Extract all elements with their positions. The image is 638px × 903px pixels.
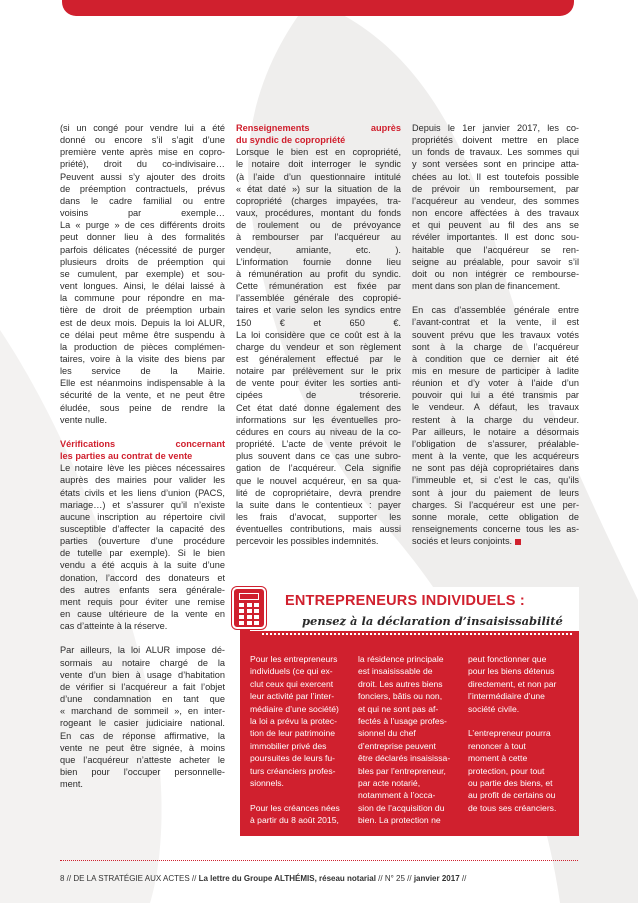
text-line: plus souvent dans ce cas une subro- <box>236 451 401 462</box>
column-2-paragraph-syndic <box>236 146 401 547</box>
text-line: est généralement effectué par le <box>236 353 401 364</box>
text-line: est de deux mois. Depuis la loi ALUR, <box>60 317 225 328</box>
callout-text-line: protection, pour tout <box>468 765 545 776</box>
callout-text-line: turs créanciers profes- <box>250 765 336 776</box>
text-line: Cette rémunération est fixée par <box>236 281 401 292</box>
text-line: (si un congé pour vendre lui a été <box>60 123 225 133</box>
text-line: Peuvent aussi s’y ajouter des droits <box>60 171 225 182</box>
text-line: première vente après mise en copro- <box>60 147 225 158</box>
text-column-2 <box>236 122 401 547</box>
top-red-header-tab <box>62 0 574 16</box>
column-3-paragraph-fonds-travaux <box>412 122 579 292</box>
text-line: à rembourser par l’acquéreur au <box>236 232 401 243</box>
text-line: « état daté ») sur la situation de la <box>236 183 401 194</box>
callout-text-line: bien. La protection ne <box>358 815 441 826</box>
callout-text-line: directement, et non par <box>468 678 557 689</box>
text-line: que l’acquéreur n’atteste acheter le <box>60 754 225 765</box>
text-line: les parties au contrat de vente <box>60 451 193 462</box>
text-line: tière de droit de préemption urbain <box>60 305 225 316</box>
text-line: les service de la Mairie. <box>60 366 225 377</box>
footer-issue-number: // N° 25 // <box>375 874 414 883</box>
callout-text-line: Pour les créances nées <box>250 802 340 813</box>
callout-text-line: la résidence principale <box>358 654 444 664</box>
callout-text-line: pour les biens détenus <box>468 666 555 677</box>
callout-text-line: sionnel du chef <box>358 728 416 739</box>
text-line: mis en mesure de participer à ladite <box>412 365 579 376</box>
callout-text-line: droit. Les autres biens <box>358 678 443 689</box>
text-line: renseignements concerne tous les as- <box>412 524 579 534</box>
text-line: parfois délicates (nécessité de purger <box>60 244 225 255</box>
text-line: rogeant le casier judiciaire national. <box>60 718 225 729</box>
callout-text-line: ou partie des biens, et <box>468 778 553 789</box>
text-line: révéler importantes. Il est donc sou- <box>412 232 579 243</box>
text-line: donné ou encore s’il s’agit d’une <box>60 135 225 146</box>
text-line: de prévoir un remboursement, par <box>412 183 579 194</box>
footer-end: // <box>459 874 467 883</box>
text-line: ne sont pas déjà copropriétaires dans <box>412 463 579 474</box>
text-line: des autres enfants sera générale- <box>60 584 225 595</box>
text-line: copropriété (charges impayées, tra- <box>236 195 401 206</box>
text-line: se cumulent, par exemple) et sou- <box>60 268 225 279</box>
text-line: ment. <box>60 779 83 790</box>
callout-text-line: renoncer à tout <box>468 740 526 751</box>
text-line: états civils et les liens d’union (PACS, <box>60 487 225 498</box>
callout-text-line: Pour les entrepreneurs <box>250 654 338 664</box>
callout-text-line: au profit de certains ou <box>468 790 556 801</box>
text-column-1 <box>60 122 225 790</box>
callout-dotted-divider <box>262 633 572 635</box>
text-line: la commune pour répondre en ma- <box>60 293 225 304</box>
text-line: ment requis pour éviter une remise <box>60 596 225 607</box>
text-line: mariage…) et s’assurer qu’il n’existe <box>60 499 225 510</box>
footer-dotted-rule <box>60 860 578 861</box>
text-line: sécurité de la vente, et ne peut être <box>60 390 225 401</box>
callout-text-line: médiaire d’une société) <box>250 703 339 714</box>
text-line: auprès des mairies pour valider les <box>60 475 225 486</box>
callout-header <box>250 587 579 631</box>
callout-column-2 <box>358 653 458 827</box>
text-line: donation, l’accord des donateurs et <box>60 572 225 583</box>
callout-title: ENTREPRENEURS INDIVIDUELS : <box>285 593 525 609</box>
text-line: vente ne peut être signée, à moins <box>60 742 225 753</box>
text-line: éventuelles contributions, mais aussi <box>236 524 401 535</box>
text-line: pouvoir qui lui a été transmis par <box>412 390 579 401</box>
text-line: Le notaire lève les pièces nécessaires <box>60 463 225 474</box>
text-line: de vérifier si l’acquéreur a fait l’objet <box>60 681 225 692</box>
text-line: Vérifications concernant <box>60 438 225 449</box>
text-line: à condition que ce dernier ait été <box>412 353 579 364</box>
callout-text-line: L’entrepreneur pourra <box>468 728 551 739</box>
text-line: vendu a été acquis à la suite d’une <box>60 560 225 571</box>
text-line: taires et varie selon les syndics entre <box>236 305 401 316</box>
callout-text-line: par acte notarié, <box>358 778 421 789</box>
text-line: La loi considère que ce coût est à la <box>236 329 401 340</box>
text-line: doit ou non intégrer ce rembourse- <box>412 268 579 279</box>
text-line: cipées de trésorerie. <box>236 390 401 401</box>
text-line: en cause ultérieure de la vente en <box>60 609 225 620</box>
callout-text-line: leur activité par l’inter- <box>250 691 335 702</box>
text-line: cas d’atteinte à la réserve. <box>60 621 168 632</box>
text-line: l’assemblée générale des copropié- <box>236 293 401 304</box>
callout-text-line: bles par l’entrepreneur, <box>358 765 446 776</box>
heading-renseignements-syndic <box>236 122 401 146</box>
calculator-icon <box>232 587 266 629</box>
text-line: Depuis le 1er janvier 2017, les co- <box>412 123 579 133</box>
text-line: aucune inscription au répertoire civil <box>60 511 225 522</box>
text-line: taires, voire à la visite des biens par <box>60 353 225 364</box>
callout-subtitle: pensez à la déclaration d’insaisissabilité <box>302 614 563 628</box>
page-footer <box>60 874 466 883</box>
text-line: non encore affectées à des travaux <box>412 208 579 219</box>
text-line: l’acquéreur au vendeur, des sommes <box>412 195 579 206</box>
text-line: Elle est néanmoins indispensable à la <box>60 378 225 389</box>
text-line: le notaire doit interroger le syndic <box>236 159 401 170</box>
text-line: En cas de réponse affirmative, la <box>60 730 225 741</box>
callout-text-line: être déclarés insaisissa- <box>358 753 451 764</box>
text-line: le vendeur. A défaut, les travaux <box>412 402 579 413</box>
text-line: éludée, sous peine de rendre la <box>60 402 225 413</box>
text-line: sormais au notaire chargé de la <box>60 657 225 668</box>
callout-text-line: fectés à l’usage profes- <box>358 716 447 727</box>
text-line: « marchand de sommeil », en inter- <box>60 706 225 717</box>
callout-text-line: peut fonctionner que <box>468 654 547 664</box>
footer-date: janvier 2017 <box>413 874 460 883</box>
callout-text-line: immobilier privé des <box>250 740 327 751</box>
text-line: l’avant-contrat et la vente, il est <box>412 317 579 328</box>
callout-text-line: clut ceux qui exercent <box>250 678 334 689</box>
column-1-paragraph-purge <box>60 122 225 426</box>
text-line: notaire par prélèvement sur le prix <box>236 366 401 377</box>
text-line: dans le cadre familial ou entre <box>60 195 225 206</box>
callout-text-line: fonciers, bâtis ou non, <box>358 691 443 702</box>
text-line: voisins par exemple… <box>60 208 225 219</box>
text-line: de tutelle par exemple). Si le bien <box>60 548 225 559</box>
callout-text-line: tion de leur patrimoine <box>250 728 336 739</box>
callout-text-line: la loi a prévu la protec- <box>250 716 337 727</box>
text-line: cédures en cours au niveau de la co- <box>236 426 401 437</box>
text-line: vaux, procédures, montant du fonds <box>236 208 401 219</box>
text-line: vente d’un bien à usage d’habitation <box>60 669 225 680</box>
text-line: Par ailleurs, la loi ALUR impose dé- <box>60 645 225 656</box>
footer-publication-name: La lettre du Groupe ALTHÉMIS, réseau notarial <box>198 874 376 883</box>
text-line: sont à jour du paiement de leurs <box>412 487 579 498</box>
text-line: la production de pièces complémen- <box>60 341 225 352</box>
text-line: La « purge » de ces différents droits <box>60 220 225 231</box>
callout-text-line: l’intermédiaire d’une <box>468 691 545 702</box>
text-line: réunion et d’y voter à l’aide d’un <box>412 378 579 389</box>
text-line: seigne au préalable, pour savoir s’il <box>412 256 579 267</box>
callout-text-line: poursuites de leurs fu- <box>250 753 336 764</box>
callout-text-line: est insaisissable de <box>358 666 433 677</box>
text-line: de vente pour éviter les sorties anti- <box>236 378 401 389</box>
text-line: sociés et leurs conjoints. <box>412 535 579 547</box>
text-line: que le nouvel acquéreur, en sa qua- <box>236 475 401 486</box>
callout-text-line: moment à cette <box>468 753 528 764</box>
text-line: ment dans son plan de financement. <box>412 281 561 292</box>
text-line: l’immeuble et, si c’est le cas, qu’ils <box>412 475 579 486</box>
text-line: propriétés doivent mettre en place <box>412 135 579 146</box>
text-line: vent longues. Ainsi, le délai laissé à <box>60 281 225 292</box>
text-line: susceptible d’affecter la capacité des <box>60 524 225 534</box>
text-line: y sont versées sont en principe atta- <box>412 159 579 170</box>
callout-text-line: société civile. <box>468 703 520 714</box>
text-line: d’une condamnation en tant que <box>60 694 225 705</box>
text-line: 150 € et 650 €. <box>236 317 401 328</box>
entrepreneurs-callout-box <box>232 587 579 836</box>
callout-text-line: et qui ne sont pas af- <box>358 703 439 714</box>
text-line: ce délai peut même être suspendu à <box>60 329 225 340</box>
text-line: l’obligation de s’assurer, préalable- <box>412 438 579 449</box>
column-3-paragraph-assemblee <box>412 304 579 547</box>
text-line: Par ailleurs, le notaire a désormais <box>412 426 579 437</box>
text-line: charges. Si l’acquéreur est une per- <box>412 499 579 510</box>
text-line: bien pour l’occuper personnelle- <box>60 766 225 777</box>
text-line: vendeur, amiante, etc. ). <box>236 244 401 255</box>
text-line: charge du vendeur et son règlement <box>236 341 401 352</box>
text-column-3 <box>412 122 579 547</box>
callout-text-line: à partir du 8 août 2015, <box>250 815 339 826</box>
text-line: gation de l’acquéreur. Cela signifie <box>236 463 401 474</box>
text-line: sont à la charge de l’acquéreur <box>412 341 579 352</box>
text-line: restent à la charge du vendeur. <box>412 414 579 425</box>
text-line: L’information fournie donne lieu <box>236 256 401 267</box>
text-line: plusieurs droits de préemption qui <box>60 256 225 267</box>
text-line: à rémunération au profit du syndic. <box>236 268 401 279</box>
heading-verifications-parties <box>60 438 225 462</box>
footer-page-prefix: 8 // DE LA STRATÉGIE AUX ACTES // <box>60 874 199 883</box>
text-line: les frais d’avocat, supporter les <box>236 512 401 522</box>
text-line: et qui peuvent au fil des ans se <box>412 220 579 231</box>
callout-text-line: sion de l’acquisition du <box>358 802 445 813</box>
text-line: Lorsque le bien est en copropriété, <box>236 147 401 158</box>
text-line: parties (ouverture d’une procédure <box>60 536 225 547</box>
column-1-paragraph-parties <box>60 462 225 632</box>
callout-column-1 <box>250 653 350 827</box>
callout-column-3 <box>468 653 572 814</box>
callout-text-line: sionnels. <box>250 778 284 789</box>
text-line: de préemption contractuels, prévus <box>60 183 225 194</box>
text-line: En cas d’assemblée générale entre <box>412 305 579 316</box>
text-line: sonne morale, cette obligation de <box>412 511 579 522</box>
text-line: informations sur les éventuelles pro- <box>236 414 401 425</box>
callout-text-line: d’entreprise peuvent <box>358 740 436 751</box>
text-line: percevoir les possibles indemnités. <box>236 536 379 547</box>
text-line: vente nulle. <box>60 414 107 425</box>
callout-text-line: de tous ses créanciers. <box>468 802 557 813</box>
text-line: Cet état daté donne également des <box>236 402 401 413</box>
text-line: ment à la vente, que les acquéreurs <box>412 451 579 462</box>
text-line: de roulement ou de prévoyance <box>236 220 401 231</box>
text-line: souvent prévu que les travaux votés <box>412 329 579 340</box>
column-1-paragraph-alur <box>60 644 225 790</box>
text-line: chées au lot. Il est toutefois possible <box>412 171 579 182</box>
callout-text-line: notamment à l’occa- <box>358 790 436 801</box>
text-line: propriété. L’acte de vente prévoit le <box>236 439 401 450</box>
text-line: du syndic de copropriété <box>236 135 346 146</box>
text-line: priété), droit du co-indivisaire… <box>60 159 225 170</box>
text-line: (à l’aide d’un questionnaire intitulé <box>236 171 401 182</box>
end-of-article-square-icon <box>515 539 521 545</box>
text-line: la suite dans le contentieux : payer <box>236 499 401 510</box>
text-line: un fonds de travaux. Les sommes qui <box>412 147 579 158</box>
text-line: haitable que l’acquéreur se ren- <box>412 244 579 255</box>
callout-text-line: individuels (ce qui ex- <box>250 666 333 677</box>
text-line: peut donner lieu à des formalités <box>60 232 225 243</box>
text-line: Renseignements auprès <box>236 123 401 133</box>
text-line: lité de copropriétaire, devra prendre <box>236 487 401 498</box>
